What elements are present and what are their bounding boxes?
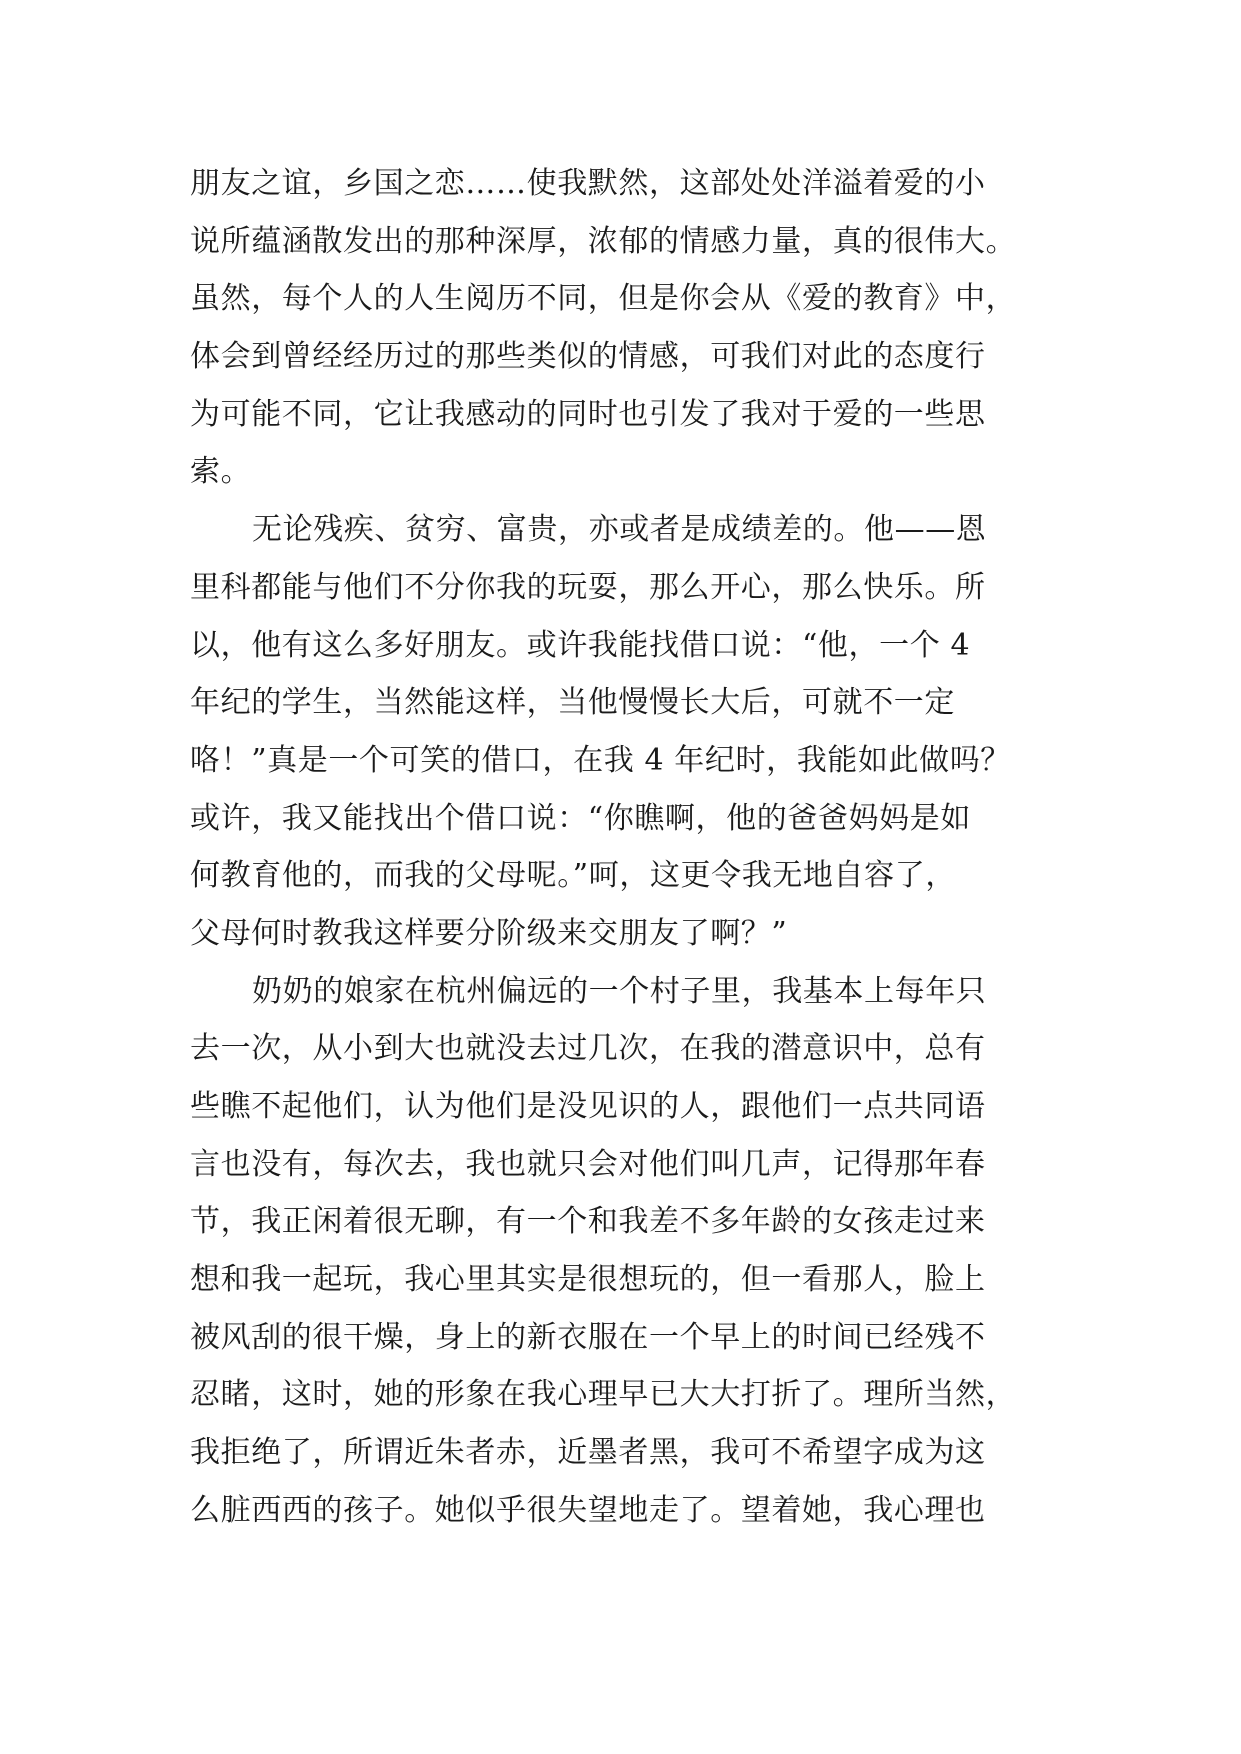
paragraph-1 [190,155,1090,501]
paragraph-3 [190,963,1090,1540]
text-line: 父母何时教我这样要分阶级来交朋友了啊？” [190,915,788,951]
text-line: 里科都能与他们不分你我的玩耍，那么开心，那么快乐。所 [190,569,986,605]
text-line: 被风刮的很干燥，身上的新衣服在一个早上的时间已经残不 [190,1319,986,1355]
text-line: 说所蕴涵散发出的那种深厚，浓郁的情感力量，真的很伟大。 [190,223,1017,259]
text-line: 言也没有，每次去，我也就只会对他们叫几声，记得那年春 [190,1146,986,1182]
text-line: 么脏西西的孩子。她似乎很失望地走了。望着她，我心理也 [190,1492,986,1528]
text-line: 去一次，从小到大也就没去过几次，在我的潜意识中，总有 [190,1031,986,1067]
text-line: 索。 [190,454,252,490]
text-line: 想和我一起玩，我心里其实是很想玩的，但一看那人，脸上 [190,1262,986,1298]
text-line: 年纪的学生，当然能这样，当他慢慢长大后，可就不一定 [190,685,955,721]
text-line: 节，我正闲着很无聊，有一个和我差不多年龄的女孩走过来 [190,1204,986,1240]
text-line: 或许，我又能找出个借口说：“你瞧啊，他的爸爸妈妈是如 [190,800,971,836]
body-text [190,155,1090,1540]
text-line: 奶奶的娘家在杭州偏远的一个村子里，我基本上每年只 [252,973,987,1009]
text-line: 何教育他的，而我的父母呢。”呵，这更令我无地自容了， [190,858,956,894]
paragraph-2 [190,501,1090,963]
text-line: 咯！”真是一个可笑的借口，在我 4 年纪时，我能如此做吗？ [190,742,1011,778]
text-line: 体会到曾经经历过的那些类似的情感，可我们对此的态度行 [190,339,986,375]
text-line: 虽然，每个人的人生阅历不同，但是你会从《爱的教育》中， [190,281,1017,317]
text-line: 无论残疾、贫穷、富贵，亦或者是成绩差的。他——恩 [252,512,987,548]
text-line: 为可能不同，它让我感动的同时也引发了我对于爱的一些思 [190,396,986,432]
text-line: 些瞧不起他们，认为他们是没见识的人，跟他们一点共同语 [190,1089,986,1124]
text-line: 忍睹，这时，她的形象在我心理早已大大打折了。理所当然， [190,1377,1017,1413]
text-line: 以，他有这么多好朋友。或许我能找借口说：“他，一个 4 [190,627,971,663]
text-line: 朋友之谊，乡国之恋……使我默然，这部处处洋溢着爱的小 [190,166,986,201]
text-line: 我拒绝了，所谓近朱者赤，近墨者黑，我可不希望字成为这 [190,1435,986,1471]
